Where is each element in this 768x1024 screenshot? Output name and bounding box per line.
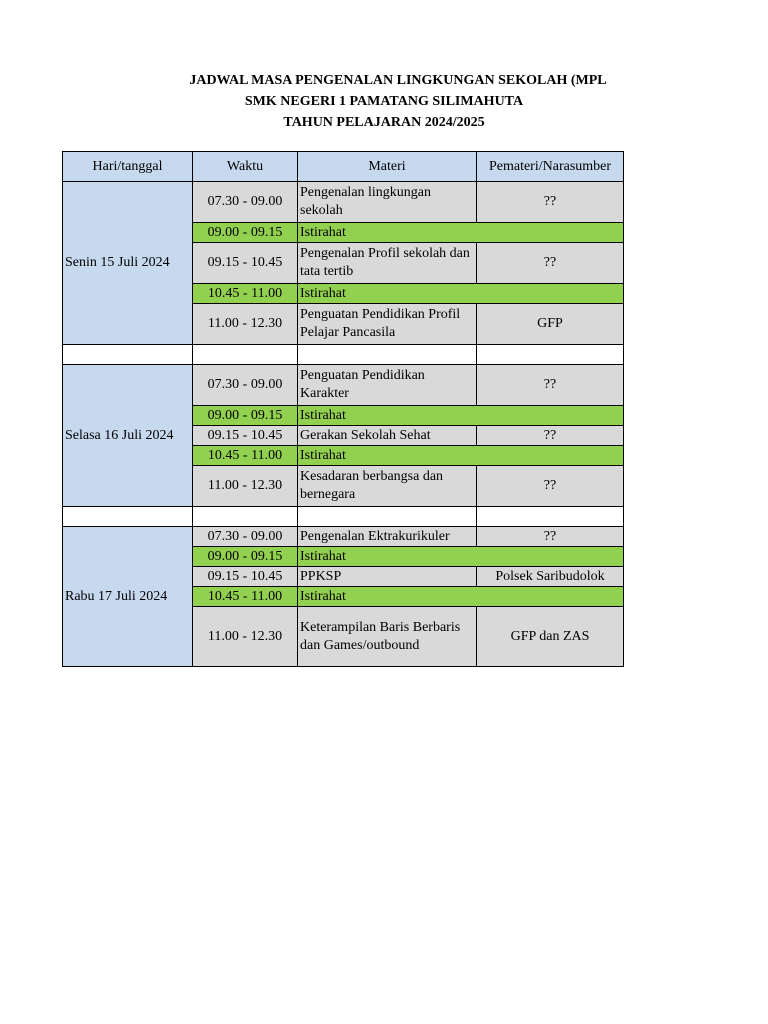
header-material: Materi (298, 152, 477, 182)
time-cell: 07.30 - 09.00 (193, 365, 298, 406)
day-cell: Rabu 17 Juli 2024 (63, 527, 193, 667)
speaker-cell: GFP dan ZAS (477, 607, 624, 667)
speaker-cell: GFP (477, 304, 624, 345)
time-cell: 09.15 - 10.45 (193, 567, 298, 587)
material-cell: PPKSP (298, 567, 477, 587)
time-cell: 09.15 - 10.45 (193, 243, 298, 284)
spacer-row (63, 345, 624, 365)
table-row (63, 365, 624, 406)
material-cell: Pengenalan lingkungan sekolah (298, 182, 477, 223)
header-time: Waktu (193, 152, 298, 182)
header-day: Hari/tanggal (63, 152, 193, 182)
header-speaker: Pemateri/Narasumber (477, 152, 624, 182)
time-cell: 07.30 - 09.00 (193, 182, 298, 223)
time-cell: 10.45 - 11.00 (193, 284, 298, 304)
break-label: Istirahat (298, 446, 624, 466)
table-row (63, 527, 624, 547)
time-cell: 10.45 - 11.00 (193, 587, 298, 607)
speaker-cell: ?? (477, 243, 624, 284)
speaker-cell: ?? (477, 182, 624, 223)
document-title-line-1: JADWAL MASA PENGENALAN LINGKUNGAN SEKOLAH (MPL (189, 73, 607, 88)
time-cell: 09.00 - 09.15 (193, 547, 298, 567)
material-cell: Pengenalan Profil sekolah dan tata tertib (298, 243, 477, 284)
material-cell: Penguatan Pendidikan Karakter (298, 365, 477, 406)
material-cell: Keterampilan Baris Berbaris dan Games/outbound (298, 607, 477, 667)
document-title-line-3: TAHUN PELAJARAN 2024/2025 (283, 115, 485, 130)
time-cell: 09.15 - 10.45 (193, 426, 298, 446)
day-cell: Senin 15 Juli 2024 (63, 182, 193, 345)
time-cell: 11.00 - 12.30 (193, 304, 298, 345)
header-row (63, 152, 624, 182)
material-cell: Pengenalan Ektrakurikuler (298, 527, 477, 547)
time-cell: 09.00 - 09.15 (193, 223, 298, 243)
speaker-cell: ?? (477, 426, 624, 446)
speaker-cell: ?? (477, 466, 624, 507)
schedule-table (62, 151, 624, 667)
material-cell: Penguatan Pendidikan Profil Pelajar Pancasila (298, 304, 477, 345)
break-label: Istirahat (298, 284, 624, 304)
speaker-cell: Polsek Saribudolok (477, 567, 624, 587)
day-cell: Selasa 16 Juli 2024 (63, 365, 193, 507)
table-row (63, 182, 624, 223)
time-cell: 07.30 - 09.00 (193, 527, 298, 547)
material-cell: Kesadaran berbangsa dan bernegara (298, 466, 477, 507)
spacer-row (63, 507, 624, 527)
speaker-cell: ?? (477, 527, 624, 547)
time-cell: 11.00 - 12.30 (193, 607, 298, 667)
time-cell: 10.45 - 11.00 (193, 446, 298, 466)
break-label: Istirahat (298, 587, 624, 607)
document-title-line-2: SMK NEGERI 1 PAMATANG SILIMAHUTA (244, 94, 524, 109)
break-label: Istirahat (298, 223, 624, 243)
time-cell: 11.00 - 12.30 (193, 466, 298, 507)
speaker-cell: ?? (477, 365, 624, 406)
break-label: Istirahat (298, 406, 624, 426)
material-cell: Gerakan Sekolah Sehat (298, 426, 477, 446)
break-label: Istirahat (298, 547, 624, 567)
time-cell: 09.00 - 09.15 (193, 406, 298, 426)
